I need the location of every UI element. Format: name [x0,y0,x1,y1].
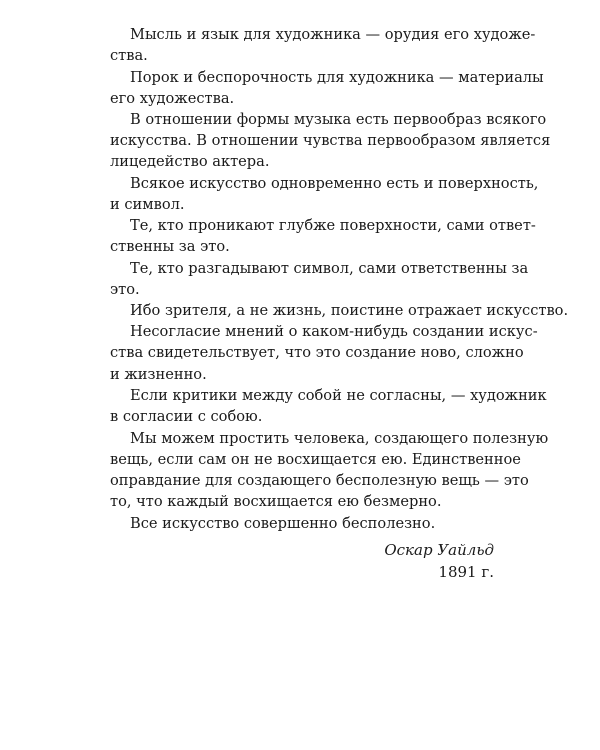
text-line: ства. [110,47,148,64]
text-line: это. [110,281,140,298]
text-line: его художества. [110,90,235,107]
text-line: Все искусство совершенно бесполезно. [130,515,436,532]
text-line: Мы можем простить человека, создающего полезную [130,430,549,447]
text-line: ства свидетельствует, что это создание ново, сложно [110,344,524,361]
text-line: Порок и беспорочность для художника — материалы [130,69,544,86]
text-line: искусства. В отношении чувства первообразом является [110,132,551,149]
text-line: Если критики между собой не согласны, — художник [130,387,547,404]
text-line: Ибо зрителя, а не жизнь, поистине отражает искусство. [130,302,569,319]
signature-date: 1891 г. [438,563,494,581]
text-line: в согласии с собою. [110,408,263,425]
text-line: лицедейство актера. [110,153,270,170]
text-line: Мысль и язык для художника — орудия его художе- [130,26,536,43]
text-line: оправдание для создающего бесполезную вещь — это [110,472,529,489]
text-line: вещь, если сам он не восхищается ею. Единственное [110,451,521,468]
author-signature: Оскар Уайльд [384,541,494,559]
text-line: и символ. [110,196,185,213]
text-line: ственны за это. [110,238,230,255]
text-line: В отношении формы музыка есть первообраз всякого [130,111,547,128]
text-line: то, что каждый восхищается ею безмерно. [110,493,442,510]
text-line: Те, кто проникают глубже поверхности, сами ответ- [130,217,536,234]
text-line: Несогласие мнений о каком-нибудь создании искус- [130,323,538,340]
text-line: Те, кто разгадывают символ, сами ответственны за [130,260,529,277]
text-line: и жизненно. [110,366,207,383]
text-line: Всякое искусство одновременно есть и поверхность, [130,175,539,192]
